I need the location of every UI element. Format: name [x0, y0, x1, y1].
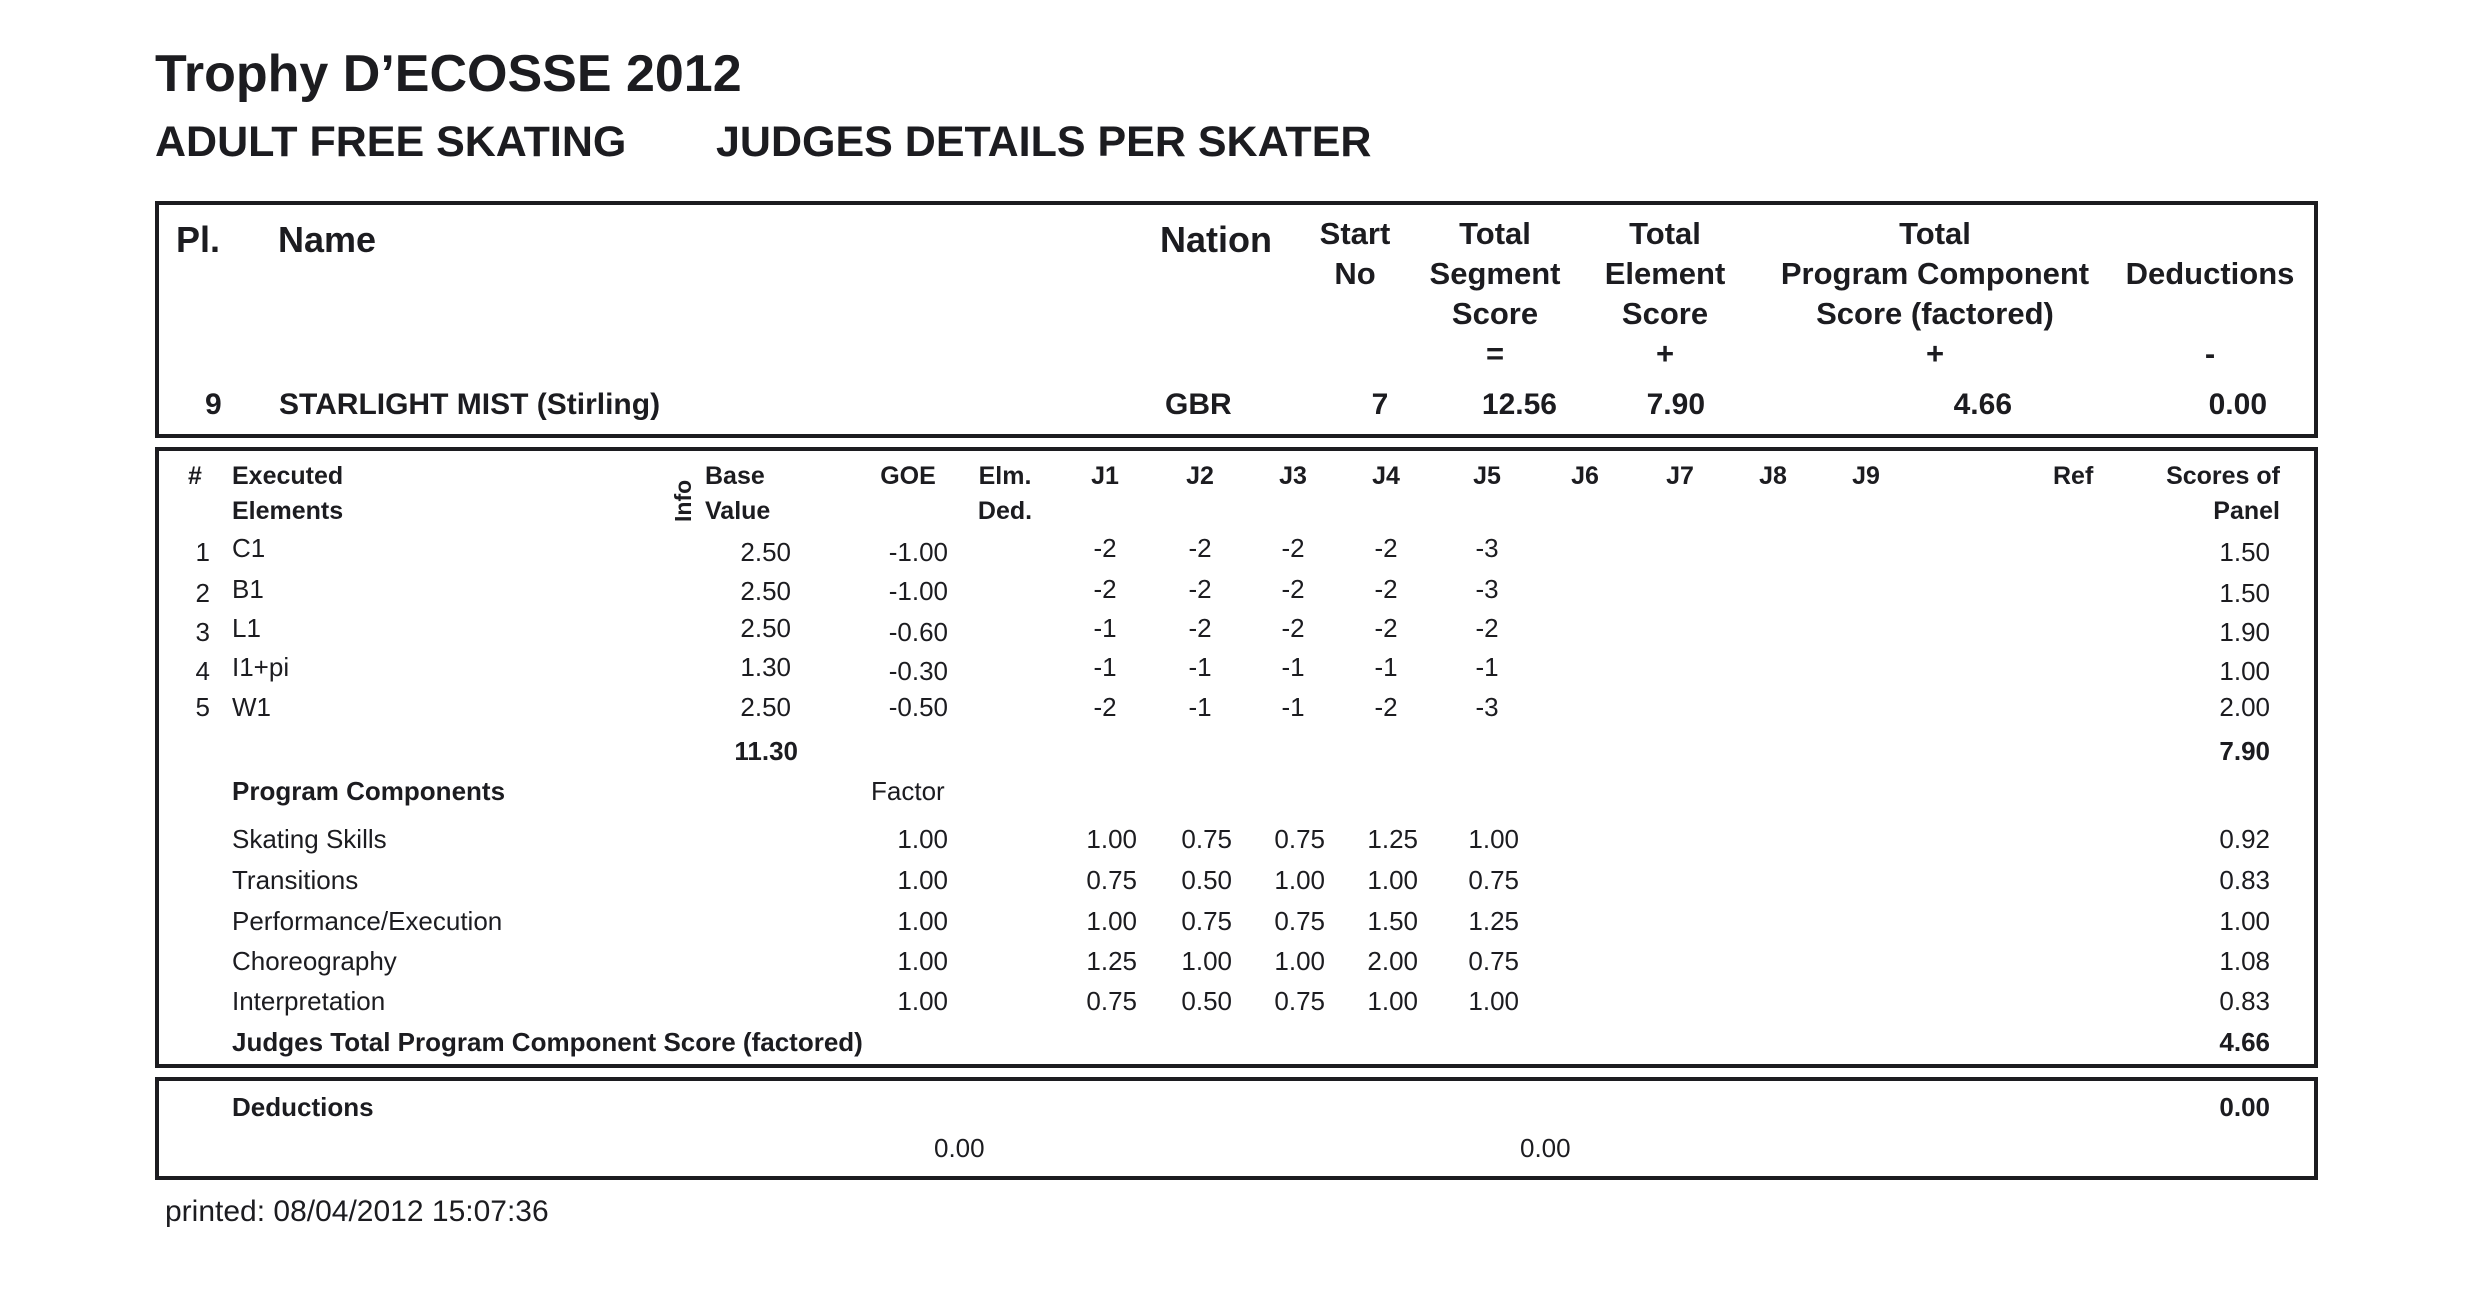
component-j1: 0.75 [1086, 865, 1137, 895]
component-j1: 1.00 [1086, 824, 1137, 854]
element-j1: -2 [1093, 533, 1117, 563]
component-factor: 1.00 [897, 986, 948, 1016]
col-j2: J2 [1186, 462, 1214, 490]
element-j1: -1 [1093, 613, 1117, 643]
component-factor: 1.00 [897, 824, 948, 854]
component-j4: 1.00 [1367, 986, 1418, 1016]
factor-label: Factor [871, 776, 945, 806]
element-number: 4 [195, 656, 210, 686]
component-j1: 0.75 [1086, 986, 1137, 1016]
component-j1: 1.00 [1086, 906, 1137, 936]
element-number: 2 [195, 578, 210, 608]
component-panel-score: 0.83 [2219, 986, 2270, 1016]
element-j4: -2 [1374, 692, 1398, 722]
component-j3: 0.75 [1274, 824, 1325, 854]
page-title: Trophy D’ECOSSE 2012 [155, 45, 742, 103]
element-j4: -2 [1374, 574, 1398, 604]
component-panel-score: 1.08 [2219, 946, 2270, 976]
element-j2: -1 [1188, 652, 1212, 682]
element-goe: -1.00 [888, 537, 948, 567]
element-j5: -3 [1475, 692, 1499, 722]
skater-place: 9 [205, 388, 222, 421]
element-number: 5 [195, 692, 210, 722]
element-j4: -2 [1374, 613, 1398, 643]
col-j5: J5 [1473, 462, 1501, 490]
col-j9: J9 [1852, 462, 1880, 490]
component-j4: 2.00 [1367, 946, 1418, 976]
program-components-label: Program Components [232, 776, 506, 806]
element-base-value: 2.50 [740, 692, 791, 722]
col-j7: J7 [1666, 462, 1694, 490]
element-j1: -2 [1093, 692, 1117, 722]
skater-pcs: 4.66 [1953, 388, 2012, 421]
element-name: L1 [232, 613, 261, 643]
deductions-box [155, 1077, 2318, 1180]
element-j4: -1 [1374, 652, 1398, 682]
col-scores-of-panel: Scores of Panel [2166, 462, 2280, 525]
element-j3: -2 [1281, 574, 1305, 604]
component-j2: 0.50 [1181, 865, 1232, 895]
component-j4: 1.25 [1367, 824, 1418, 854]
component-name: Choreography [232, 946, 397, 976]
pcs-total-label: Judges Total Program Component Score (factored) [232, 1027, 863, 1057]
element-j2: -2 [1188, 613, 1212, 643]
component-name: Transitions [232, 865, 359, 895]
component-j3: 1.00 [1274, 946, 1325, 976]
element-panel-score: 1.00 [2219, 656, 2270, 686]
col-ref: Ref [2053, 462, 2094, 490]
element-base-value: 2.50 [740, 576, 791, 606]
component-name: Interpretation [232, 986, 386, 1016]
element-panel-score: 1.90 [2219, 617, 2270, 647]
col-j3: J3 [1279, 462, 1307, 490]
deductions-sub-1: 0.00 [934, 1133, 985, 1163]
element-j1: -2 [1093, 574, 1117, 604]
element-j5: -2 [1475, 613, 1499, 643]
col-j6: J6 [1571, 462, 1599, 490]
element-goe: -1.00 [888, 576, 948, 606]
component-panel-score: 0.83 [2219, 865, 2270, 895]
element-j5: -3 [1475, 574, 1499, 604]
col-base-value: Base Value [705, 462, 771, 525]
element-base-value: 2.50 [740, 613, 791, 643]
element-j3: -1 [1281, 652, 1305, 682]
element-base-value: 2.50 [740, 537, 791, 567]
component-j4: 1.00 [1367, 865, 1418, 895]
component-j3: 0.75 [1274, 906, 1325, 936]
element-j2: -2 [1188, 533, 1212, 563]
deductions-label: Deductions [232, 1092, 374, 1122]
col-number: # [188, 462, 202, 490]
component-j5: 1.00 [1468, 986, 1519, 1016]
event-subtitle: ADULT FREE SKATING [155, 118, 627, 166]
component-j5: 1.25 [1468, 906, 1519, 936]
element-j1: -1 [1093, 652, 1117, 682]
skater-nation: GBR [1165, 388, 1232, 421]
deductions-sub-2: 0.00 [1520, 1133, 1571, 1163]
element-panel-score: 2.00 [2219, 692, 2270, 722]
elements-base-total: 11.30 [734, 736, 798, 766]
details-box [155, 447, 2318, 1068]
element-j5: -3 [1475, 533, 1499, 563]
element-number: 1 [195, 537, 210, 567]
element-name: C1 [232, 533, 266, 563]
col-goe: GOE [880, 462, 936, 490]
element-j4: -2 [1374, 533, 1398, 563]
header-deductions: Deductions - [2125, 256, 2295, 371]
element-j3: -2 [1281, 613, 1305, 643]
printed-timestamp: printed: 08/04/2012 15:07:36 [165, 1195, 549, 1228]
element-goe: -0.30 [888, 656, 948, 686]
component-j2: 1.00 [1181, 946, 1232, 976]
element-j5: -1 [1475, 652, 1499, 682]
component-j3: 1.00 [1274, 865, 1325, 895]
element-name: W1 [232, 692, 271, 722]
component-name: Performance/Execution [232, 906, 503, 936]
component-j3: 0.75 [1274, 986, 1325, 1016]
component-j1: 1.25 [1086, 946, 1137, 976]
col-j1: J1 [1091, 462, 1119, 490]
element-j2: -1 [1188, 692, 1212, 722]
component-panel-score: 1.00 [2219, 906, 2270, 936]
component-j2: 0.50 [1181, 986, 1232, 1016]
col-info: Info [670, 479, 696, 522]
skater-tss: 12.56 [1481, 388, 1557, 421]
element-j3: -1 [1281, 692, 1305, 722]
component-j5: 0.75 [1468, 946, 1519, 976]
col-j8: J8 [1759, 462, 1787, 490]
skater-name: STARLIGHT MIST (Stirling) [279, 388, 661, 421]
report-subtitle: JUDGES DETAILS PER SKATER [716, 118, 1372, 166]
header-name: Name [278, 219, 377, 260]
component-factor: 1.00 [897, 906, 948, 936]
header-start-no: Start No [1319, 216, 1391, 291]
header-total-segment-score: Total Segment Score = [1429, 216, 1561, 371]
deductions-value: 0.00 [2219, 1092, 2270, 1122]
header-pl: Pl. [176, 219, 221, 260]
component-j4: 1.50 [1367, 906, 1418, 936]
header-total-element-score: Total Element Score + [1604, 216, 1726, 371]
element-name: B1 [232, 574, 264, 604]
col-j4: J4 [1372, 462, 1400, 490]
component-factor: 1.00 [897, 865, 948, 895]
col-executed-elements: Executed Elements [232, 462, 344, 525]
component-panel-score: 0.92 [2219, 824, 2270, 854]
component-j2: 0.75 [1181, 824, 1232, 854]
element-goe: -0.50 [888, 692, 948, 722]
component-factor: 1.00 [897, 946, 948, 976]
element-panel-score: 1.50 [2219, 578, 2270, 608]
skater-deductions: 0.00 [2208, 388, 2267, 421]
pcs-total-value: 4.66 [2219, 1027, 2270, 1057]
component-j5: 1.00 [1468, 824, 1519, 854]
component-j5: 0.75 [1468, 865, 1519, 895]
element-number: 3 [195, 617, 210, 647]
component-j2: 0.75 [1181, 906, 1232, 936]
element-j3: -2 [1281, 533, 1305, 563]
element-base-value: 1.30 [740, 652, 791, 682]
skater-tes: 7.90 [1646, 388, 1705, 421]
component-name: Skating Skills [232, 824, 387, 854]
header-nation: Nation [1160, 219, 1272, 260]
element-goe: -0.60 [888, 617, 948, 647]
elements-panel-total: 7.90 [2219, 736, 2270, 766]
col-element-deduction: Elm. Ded. [977, 462, 1033, 525]
skater-start-no: 7 [1371, 388, 1389, 421]
element-panel-score: 1.50 [2219, 537, 2270, 567]
element-j2: -2 [1188, 574, 1212, 604]
header-total-pcs: Total Program Component Score (factored) + [1780, 216, 2090, 371]
element-name: I1+pi [232, 652, 290, 682]
